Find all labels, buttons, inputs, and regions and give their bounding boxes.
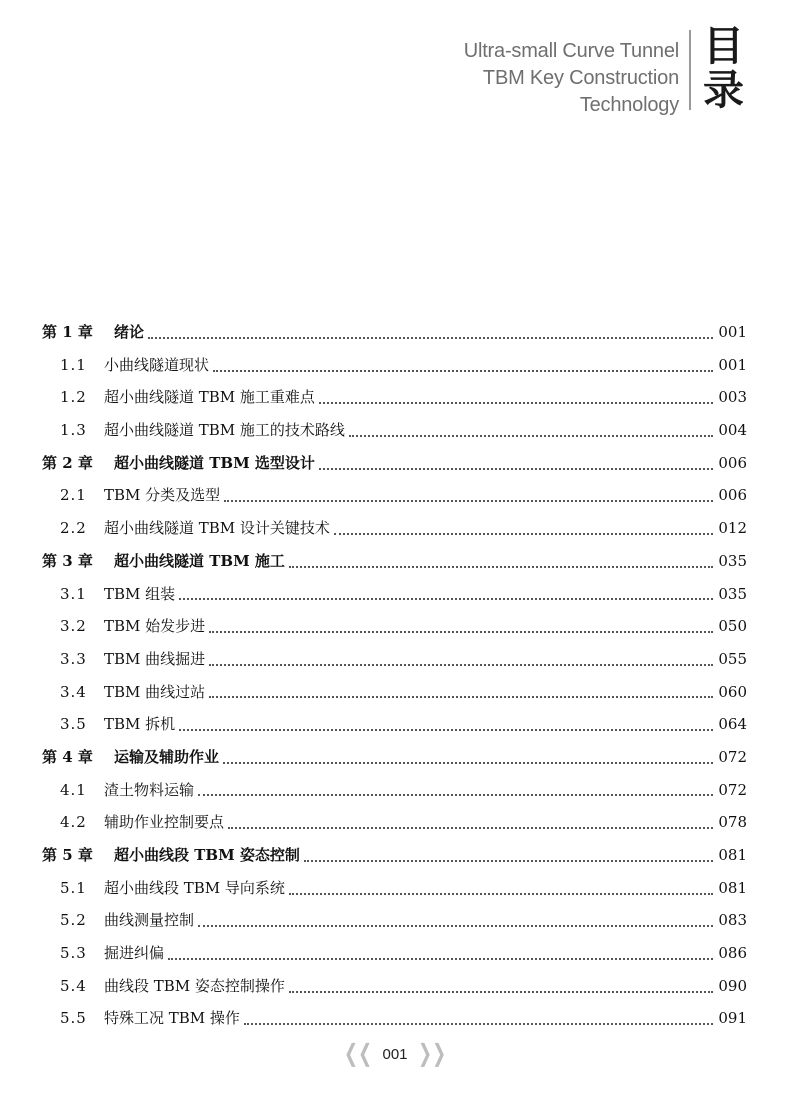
toc-entry-page: 001 — [718, 355, 747, 374]
toc-entry-number: 5.1 — [60, 878, 87, 897]
toc-entry-page: 006 — [718, 453, 747, 472]
toc-dot-leader — [168, 957, 713, 960]
header-english-line-2: TBM Key Construction — [482, 67, 679, 89]
toc-entry-title: 超小曲线隧道 TBM 施工重难点 — [104, 388, 315, 407]
header-english-line-3: Technology — [579, 94, 679, 116]
toc-dot-leader — [209, 630, 713, 633]
toc-section-row[interactable] — [42, 578, 747, 611]
toc-dot-leader — [209, 663, 713, 666]
toc-entry-title: 渣土物料运输 — [104, 780, 195, 799]
toc-section-row[interactable] — [42, 643, 747, 676]
page-number: 001 — [382, 1045, 408, 1063]
toc-section-row[interactable] — [42, 512, 747, 545]
toc-section-row[interactable] — [42, 479, 747, 512]
toc-section-row[interactable] — [42, 872, 747, 905]
header-chinese-title — [703, 24, 753, 112]
toc-entry-number: 1.2 — [60, 388, 87, 407]
header-divider — [689, 30, 691, 110]
toc-entry-title: 超小曲线隧道 TBM 施工 — [114, 551, 285, 570]
toc-entry-number: 3.4 — [60, 682, 87, 701]
toc-section-row[interactable] — [42, 349, 747, 382]
toc-entry-title: TBM 组装 — [104, 584, 176, 603]
toc-entry-number: 第 2 章 — [42, 453, 93, 472]
toc-entry-page: 078 — [718, 813, 747, 832]
toc-entry-number: 4.1 — [60, 780, 87, 799]
toc-entry-title: TBM 始发步进 — [104, 617, 206, 636]
toc-entry-page: 081 — [718, 846, 747, 864]
toc-dot-leader — [349, 434, 713, 437]
toc-entry-page: 001 — [718, 323, 747, 341]
toc-chapter-row[interactable] — [42, 545, 747, 578]
toc-entry-page: 004 — [718, 421, 747, 440]
toc-dot-leader — [289, 892, 713, 895]
toc-entry-title: 超小曲线隧道 TBM 选型设计 — [114, 453, 315, 472]
toc-section-row[interactable] — [42, 676, 747, 709]
toc-dot-leader — [179, 728, 713, 731]
header-english-line-1: Ultra-small Curve Tunnel — [463, 40, 679, 62]
left-chevron-icon: ❮❮ — [344, 1040, 373, 1067]
toc-entry-title: 曲线测量控制 — [104, 911, 195, 930]
header-chinese-char-1: 目 — [703, 22, 744, 70]
toc-entry-number: 1.1 — [60, 355, 87, 374]
toc-entry-title: 曲线段 TBM 姿态控制操作 — [104, 976, 285, 995]
toc-entry-page: 055 — [718, 649, 747, 668]
page-footer — [0, 1042, 790, 1066]
toc-entry-number: 3.1 — [60, 584, 87, 603]
toc-entry-title: 超小曲线段 TBM 导向系统 — [104, 878, 285, 897]
toc-dot-leader — [289, 990, 713, 993]
toc-entry-title: TBM 曲线过站 — [104, 682, 206, 701]
header-chinese-char-2: 录 — [703, 66, 744, 114]
toc-dot-leader — [224, 499, 713, 502]
toc-entry-page: 060 — [718, 682, 747, 701]
toc-entry-page: 035 — [718, 551, 747, 570]
toc-dot-leader — [223, 761, 713, 764]
toc-entry-number: 4.2 — [60, 813, 87, 832]
toc-dot-leader — [334, 532, 713, 535]
toc-entry-number: 3.5 — [60, 715, 87, 734]
toc-entry-number: 5.4 — [60, 976, 87, 995]
toc-entry-page: 072 — [718, 780, 747, 799]
toc-entry-number: 5.5 — [60, 1009, 87, 1028]
toc-chapter-row[interactable] — [42, 839, 747, 872]
toc-entry-page: 012 — [718, 519, 747, 538]
toc-dot-leader — [244, 1022, 713, 1025]
toc-section-row[interactable] — [42, 610, 747, 643]
toc-section-row[interactable] — [42, 970, 747, 1003]
toc-entry-title: 绪论 — [114, 323, 145, 341]
toc-entry-title: 辅助作业控制要点 — [104, 813, 225, 832]
toc-entry-page: 081 — [718, 878, 747, 897]
toc-entry-number: 5.2 — [60, 911, 87, 930]
toc-entry-page: 035 — [718, 584, 747, 603]
toc-dot-leader — [228, 826, 713, 829]
toc-entry-number: 第 3 章 — [42, 551, 93, 570]
toc-dot-leader — [179, 597, 713, 600]
toc-section-row[interactable] — [42, 774, 747, 807]
toc-entry-title: 特殊工况 TBM 操作 — [104, 1009, 240, 1028]
toc-entry-page: 006 — [718, 486, 747, 505]
toc-entry-title: TBM 拆机 — [104, 715, 176, 734]
toc-entry-title: 运输及辅助作业 — [114, 747, 220, 766]
toc-chapter-row[interactable] — [42, 447, 747, 480]
toc-entry-page: 064 — [718, 715, 747, 734]
toc-entry-number: 1.3 — [60, 421, 87, 440]
table-of-contents — [42, 316, 747, 1035]
toc-entry-page: 090 — [718, 976, 747, 995]
toc-entry-number: 2.2 — [60, 519, 87, 538]
toc-entry-title: TBM 曲线掘进 — [104, 649, 206, 668]
toc-dot-leader — [198, 924, 713, 927]
toc-section-row[interactable] — [42, 708, 747, 741]
toc-dot-leader — [319, 467, 713, 470]
toc-chapter-row[interactable] — [42, 316, 747, 349]
toc-entry-title: 小曲线隧道现状 — [104, 355, 210, 374]
toc-entry-number: 2.1 — [60, 486, 87, 505]
toc-entry-number: 3.3 — [60, 649, 87, 668]
toc-entry-number: 5.3 — [60, 944, 87, 963]
toc-entry-page: 003 — [718, 388, 747, 407]
toc-dot-leader — [304, 859, 713, 862]
toc-dot-leader — [213, 369, 713, 372]
toc-entry-number: 第 5 章 — [42, 846, 93, 864]
toc-section-row[interactable] — [42, 381, 747, 414]
toc-entry-title: TBM 分类及选型 — [104, 486, 221, 505]
toc-entry-title: 超小曲线隧道 TBM 设计关键技术 — [104, 519, 330, 538]
toc-entry-title: 超小曲线隧道 TBM 施工的技术路线 — [104, 421, 345, 440]
toc-entry-page: 086 — [718, 944, 747, 963]
toc-entry-number: 3.2 — [60, 617, 87, 636]
toc-section-row[interactable] — [42, 414, 747, 447]
toc-dot-leader — [209, 695, 713, 698]
toc-entry-page: 091 — [718, 1009, 747, 1028]
toc-dot-leader — [148, 336, 713, 339]
toc-dot-leader — [198, 793, 713, 796]
toc-entry-page: 072 — [718, 747, 747, 766]
right-chevron-icon: ❯❯ — [417, 1040, 446, 1067]
toc-chapter-row[interactable] — [42, 741, 747, 774]
header-english-title — [464, 38, 679, 119]
toc-entry-number: 第 4 章 — [42, 747, 93, 766]
toc-entry-title: 超小曲线段 TBM 姿态控制 — [114, 846, 300, 864]
toc-entry-title: 掘进纠偏 — [104, 944, 165, 963]
toc-section-row[interactable] — [42, 904, 747, 937]
toc-section-row[interactable] — [42, 937, 747, 970]
toc-dot-leader — [289, 565, 713, 568]
toc-section-row[interactable] — [42, 1002, 747, 1035]
toc-entry-number: 第 1 章 — [42, 323, 93, 341]
toc-section-row[interactable] — [42, 806, 747, 839]
toc-entry-page: 083 — [718, 911, 747, 930]
toc-dot-leader — [319, 401, 713, 404]
toc-entry-page: 050 — [718, 617, 747, 636]
